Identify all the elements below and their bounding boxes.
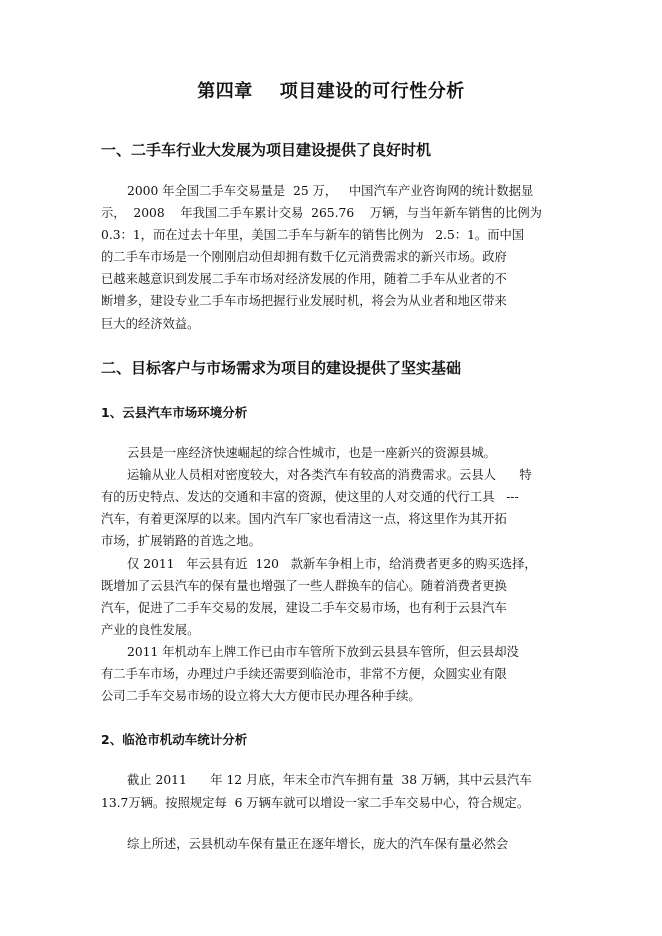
paragraph-line: 产业的良性发展。	[101, 623, 200, 637]
paragraph-line: 汽车，有着更深厚的以来。国内汽车厂家也看清这一点，将这里作为其开拓	[101, 512, 507, 526]
paragraph-line: 公司二手车交易市场的设立将大大方便市民办理各种手续。	[101, 689, 421, 703]
paragraph-line: 运输从业人员相对密度较大，对各类汽车有较高的消费需求。云县人 特	[127, 468, 532, 482]
paragraph-line: 有二手车市场，办理过户手续还需要到临沧市，非常不方便，众圆实业有限	[101, 667, 507, 681]
paragraph-line: 既增加了云县汽车的保有量也增强了一些人群换车的信心。随着消费者更换	[101, 579, 507, 593]
paragraph-line: 2011 年机动车上牌工作已由市车管所下放到云县县车管所，但云县却没	[127, 645, 519, 659]
paragraph-line: 截止 2011 年 12 月底，年末全市汽车拥有量 38 万辆，其中云县汽车	[127, 773, 532, 787]
paragraph-line: 示， 2008 年我国二手车累计交易 265.76 万辆，与当年新车销售的比例为	[101, 206, 542, 220]
paragraph-line: 有的历史特点、发达的交通和丰富的资源，使这里的人对交通的代行工具 ---	[101, 490, 519, 504]
paragraph-line: 断增多，建设专业二手车市场把握行业发展时机，将会为从业者和地区带来	[101, 294, 507, 308]
paragraph-line: 0.3：1，而在过去十年里，美国二手车与新车的销售比例为 2.5：1。而中国	[101, 228, 525, 242]
paragraph-line: 的二手车市场是一个刚刚启动但却拥有数千亿元消费需求的新兴市场。政府	[101, 250, 507, 264]
subsection-heading-2: 2、临沧市机动车统计分析	[101, 732, 248, 747]
subsection-heading-1: 1、云县汽车市场环境分析	[101, 405, 248, 420]
section-heading-1: 一、二手车行业大发展为项目建设提供了良好时机	[101, 141, 432, 159]
paragraph-line: 2000 年全国二手车交易量是 25 万， 中国汽车产业咨询网的统计数据显	[127, 184, 534, 198]
paragraph-line: 已越来越意识到发展二手车市场对经济发展的作用，随着二手车从业者的不	[101, 272, 507, 286]
chapter-title: 第四章 项目建设的可行性分析	[197, 81, 465, 102]
paragraph-line: 仅 2011 年云县有近 120 款新车争相上市，给消费者更多的购买选择，	[127, 557, 537, 571]
section-heading-2: 二、目标客户与市场需求为项目的建设提供了坚实基础	[101, 359, 462, 377]
paragraph-line: 综上所述，云县机动车保有量正在逐年增长，庞大的汽车保有量必然会	[127, 837, 509, 851]
paragraph-line: 巨大的经济效益。	[101, 317, 200, 331]
paragraph-line: 13.7万辆。按照规定每 6 万辆车就可以增设一家二手车交易中心，符合规定。	[101, 796, 530, 810]
paragraph-line: 市场，扩展销路的首选之地。	[101, 534, 261, 548]
paragraph-line: 汽车，促进了二手车交易的发展，建设二手车交易市场，也有利于云县汽车	[101, 601, 507, 615]
paragraph-line: 云县是一座经济快速崛起的综合性城市，也是一座新兴的资源县城。	[127, 446, 496, 460]
